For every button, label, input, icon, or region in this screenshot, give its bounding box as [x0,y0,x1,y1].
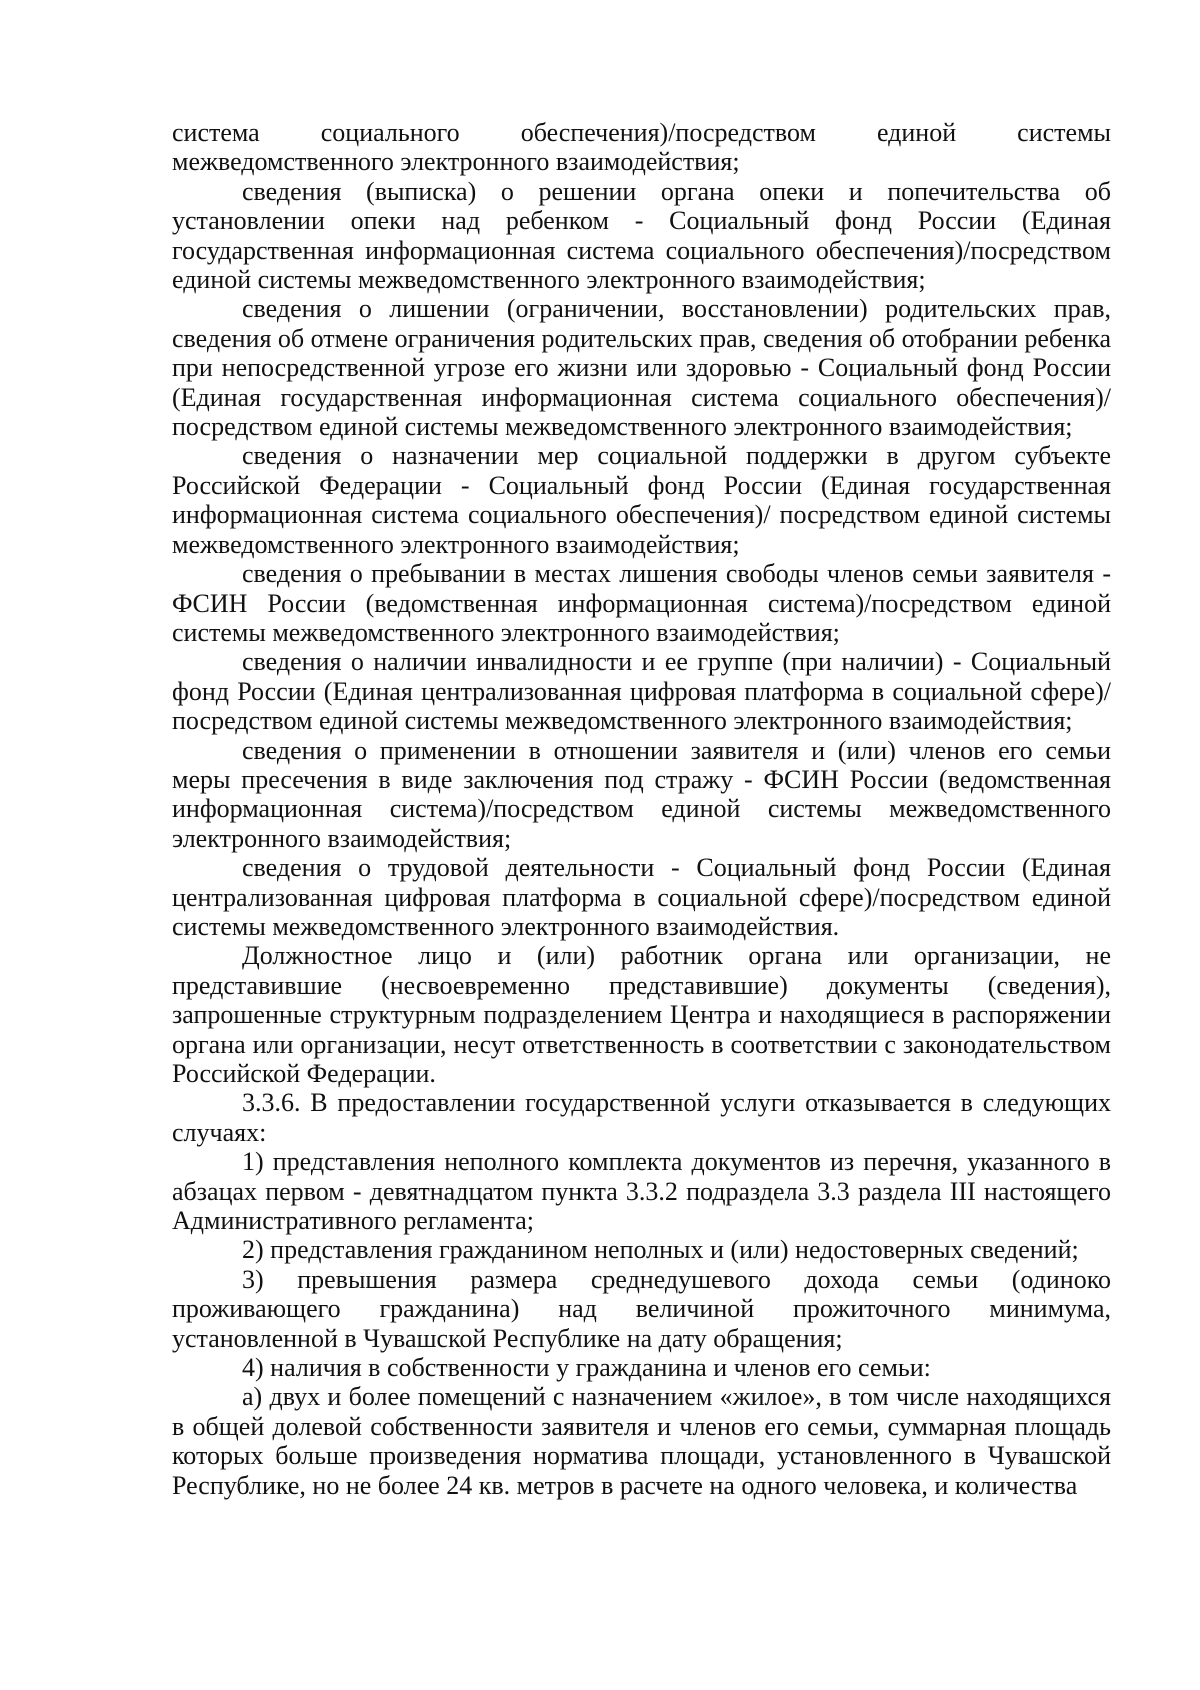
list-item-4: 4) наличия в собственности у гражданина и членов его семьи: [242,1353,931,1383]
paragraph-employment-info: сведения о трудовой деятельности - Социальный фонд России (Единая централизованная цифровая платформа в социальной сфере)/посредством единой системы межведомственного электронного взаимодействия. [172,853,1111,941]
paragraph-parental-rights-info: сведения о лишении (ограничении, восстановлении) родительских прав, сведения об отмене ограничения родительских прав, сведения об отобрании ребенка при непосредственной угрозе его жизни или здоровью - Социальный фонд России (Единая государственная информационная система социального обеспечения)/ посредством единой системы межведомственного электронного взаимодействия; [172,294,1111,442]
list-item-2: 2) представления гражданином неполных и (или) недостоверных сведений; [242,1235,1079,1265]
paragraph-disability-info: сведения о наличии инвалидности и ее группе (при наличии) - Социальный фонд России (Единая централизованная цифровая платформа в социальной сфере)/посредством единой системы межведомственного электронного взаимодействия; [172,647,1111,736]
paragraph-social-support-info: сведения о назначении мер социальной поддержки в другом субъекте Российской Федерации - Социальный фонд России (Единая государственная информационная система социального обеспечения)/ посредством единой системы межведомственного электронного взаимодействия; [172,441,1111,559]
paragraph-guardianship-info: сведения (выписка) о решении органа опеки и попечительства об установлении опеки над ребенком - Социальный фонд России (Единая государственная информационная система социального обеспечения)/посредством единой системы межведомственного электронного взаимодействия; [172,176,1111,295]
list-item-3: 3) превышения размера среднедушевого дохода семьи (одиноко проживающего гражданина) над величиной прожиточного минимума, установленной в Чувашской Республике на дату обращения; [172,1264,1111,1353]
paragraph-custody-measure-info: сведения о применении в отношении заявителя и (или) членов его семьи меры пресечения в виде заключения под стражу - ФСИН России (ведомственная информационная система)/посредством единой системы межведомственного электронного взаимодействия; [172,735,1111,853]
paragraph-detention-info: сведения о пребывании в местах лишения свободы членов семьи заявителя - ФСИН России (ведомственная информационная система)/посредством единой системы межведомственного электронного взаимодействия; [172,559,1111,647]
paragraph-refusal-grounds-heading: 3.3.6. В предоставлении государственной услуги отказывается в следующих случаях: [172,1088,1111,1147]
document-page [172,118,1111,1500]
list-item-1: 1) представления неполного комплекта документов из перечня, указанного в абзацах первом - девятнадцатом пункта 3.3.2 подраздела 3.3 раздела III настоящего Административного регламента; [172,1147,1111,1236]
paragraph-liability: Должностное лицо и (или) работник органа или организации, не представившие (несвоевременно представившие) документы (сведения), запрошенные структурным подразделением Центра и находящиеся в распоряжении органа или организации, несут ответственность в соответствии с законодательством Российской Федерации. [172,941,1111,1088]
paragraph-continuation: система социального обеспечения)/посредством единой системы межведомственного электронного взаимодействия; [172,118,1111,177]
list-item-4a: а) двух и более помещений с назначением «жилое», в том числе находящихся в общей долевой собственности заявителя и членов его семьи, суммарная площадь которых больше произведения норматива площади, установленного в Чувашской Республике, но не более 24 кв. метров в расчете на одного человека, и количества [172,1382,1111,1500]
